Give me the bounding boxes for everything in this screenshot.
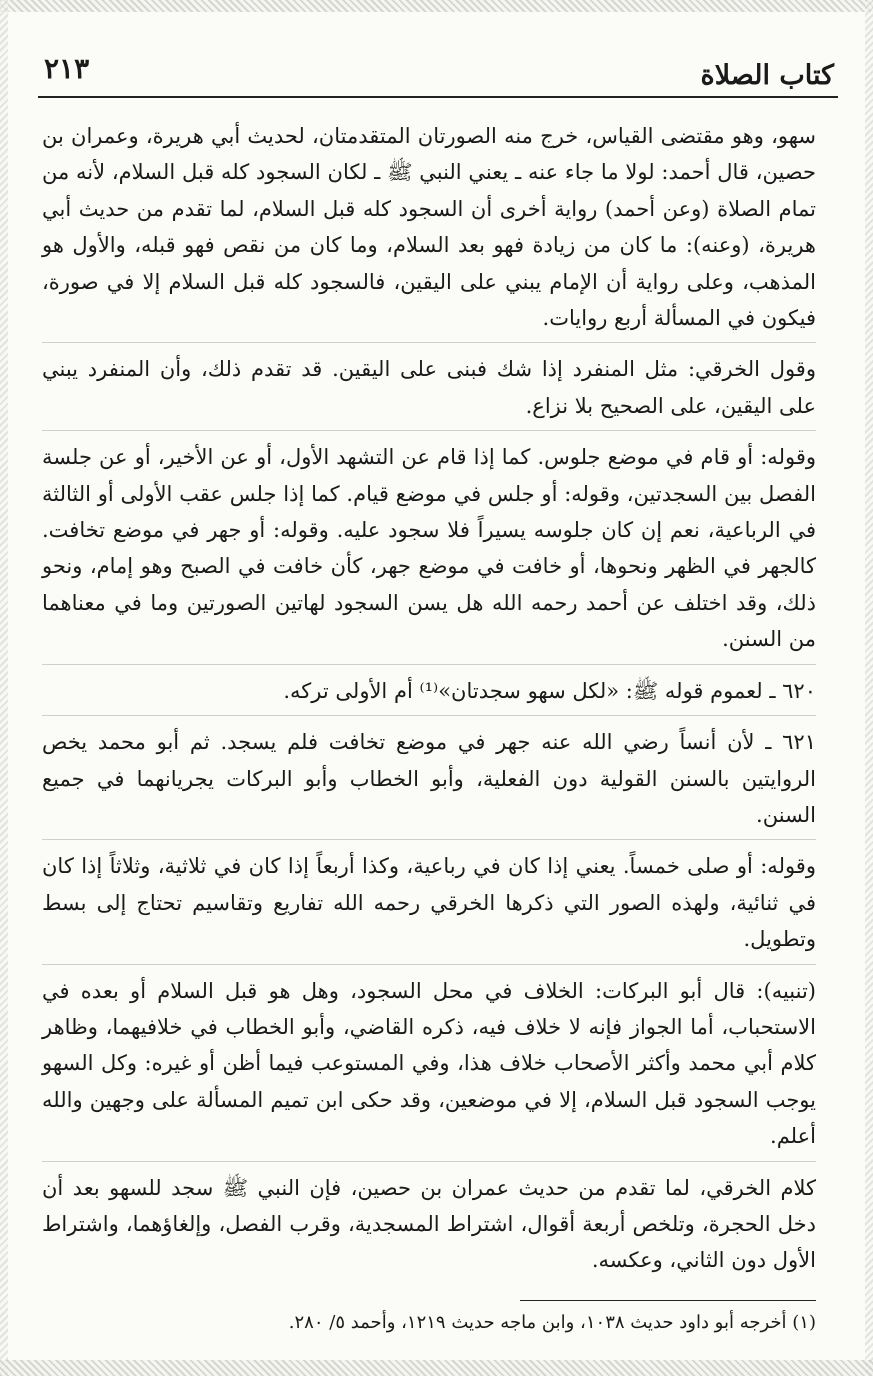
paragraph-620: ٦٢٠ ـ لعموم قوله ﷺ: «لكل سهو سجدتان»⁽¹⁾ أم الأولى تركه. [283,678,816,703]
paragraph-divider [42,715,816,716]
running-title: كتاب الصلاة [700,60,834,91]
footnote: (١) أخرجه أبو داود حديث ١٠٣٨، وابن ماجه حديث ١٢١٩، وأحمد ٥/ ٢٨٠. [288,1312,816,1333]
paragraph-divider [42,839,816,840]
footnote-rule [520,1300,816,1301]
paragraph-8: كلام الخرقي، لما تقدم من حديث عمران بن حصين، فإن النبي ﷺ سجد للسهو بعد أن دخل الحجرة، وتلخص أربعة أقوال، اشتراط المسجدية، وقرب الفصل، وإلغاؤهما، واشتراط الأول دون الثاني، وعكسه. [42,1175,816,1273]
paragraph-3: وقوله: أو قام في موضع جلوس. كما إذا قام عن التشهد الأول، أو عن الأخير، أو عن جلسة الفصل بين السجدتين، وقوله: أو جلس في موضع قيام. كما إذا جلس عقب الأولى أو الثالثة في الرباعية، نعم إن كان جلوسه يسيراً فلا سجود عليه. وقوله: أو جهر في موضع تخافت. كالجهر في الظهر ونحوها، أو خافت في موضع جهر، كأن خافت في الصبح وهو إمام، ونحو ذلك، وقد اختلف عن أحمد رحمه الله هل يسن السجود لهاتين الصورتين وما في معناهما من السنن. [42,445,816,652]
paragraph-621: ٦٢١ ـ لأن أنساً رضي الله عنه جهر في موضع تخافت فلم يسجد. ثم أبو محمد يخص الروايتين بالسنن القولية دون الفعلية، وأبو الخطاب وأبو البركات يجريانهما في جميع السنن. [42,730,816,827]
paragraph-2: وقول الخرقي: مثل المنفرد إذا شك فبنى على اليقين. قد تقدم ذلك، وأن المنفرد يبني على اليقين، على الصحيح بلا نزاع. [42,357,816,418]
paragraph-divider [42,1161,816,1162]
paragraph-6: وقوله: أو صلى خمساً. يعني إذا كان في رباعية، وكذا أربعاً إذا كان في ثلاثية، وثلاثاً إذا كان في ثنائية، ولهذه الصور التي ذكرها الخرقي رحمه الله تفاريع وتقاسيم تحتاج إلى بسط وتطويل. [42,854,816,952]
paragraph-divider [42,342,816,343]
paragraph-divider [42,964,816,965]
page-edge-right [865,0,873,1376]
paragraph-divider [42,664,816,665]
page-body [42,118,816,1285]
page-number: ٢١٣ [44,52,90,85]
page-edge-left [0,0,8,1376]
paragraph-note: (تنبيه): قال أبو البركات: الخلاف في محل السجود، وهل هو قبل السلام أو بعده في الاستحباب، أما الجواز فإنه لا خلاف فيه، ذكره القاضي، وأبو الخطاب في خلافيهما، وظاهر كلام أبي محمد وأكثر الأصحاب خلاف هذا، وفي المستوعب فيما أظن أو غيره: وكل السهو يوجب السجود قبل السلام، إلا في موضعين، وقد حكى ابن تميم المسألة على وجهين والله أعلم. [42,978,816,1149]
paragraph-1: سهو، وهو مقتضى القياس، خرج منه الصورتان المتقدمتان، لحديث أبي هريرة، وعمران بن حصين، قال أحمد: لولا ما جاء عنه ـ يعني النبي ﷺ ـ لكان السجود كله قبل السلام، لأنه من تمام الصلاة (وعن أحمد) رواية أخرى أن السجود كله قبل السلام، لما تقدم من حديث أبي هريرة، (وعنه): ما كان من زيادة فهو بعد السلام، وما كان من نقص فهو قبله، والأول هو المذهب، وعلى رواية أن الإمام يبني على اليقين، فالسجود كله قبل السلام إلا في صورة، فيكون في المسألة أربع روايات. [42,124,816,331]
page-header [38,50,838,98]
paragraph-divider [42,430,816,431]
page-edge-top [0,0,873,12]
page-edge-bottom [0,1360,873,1376]
